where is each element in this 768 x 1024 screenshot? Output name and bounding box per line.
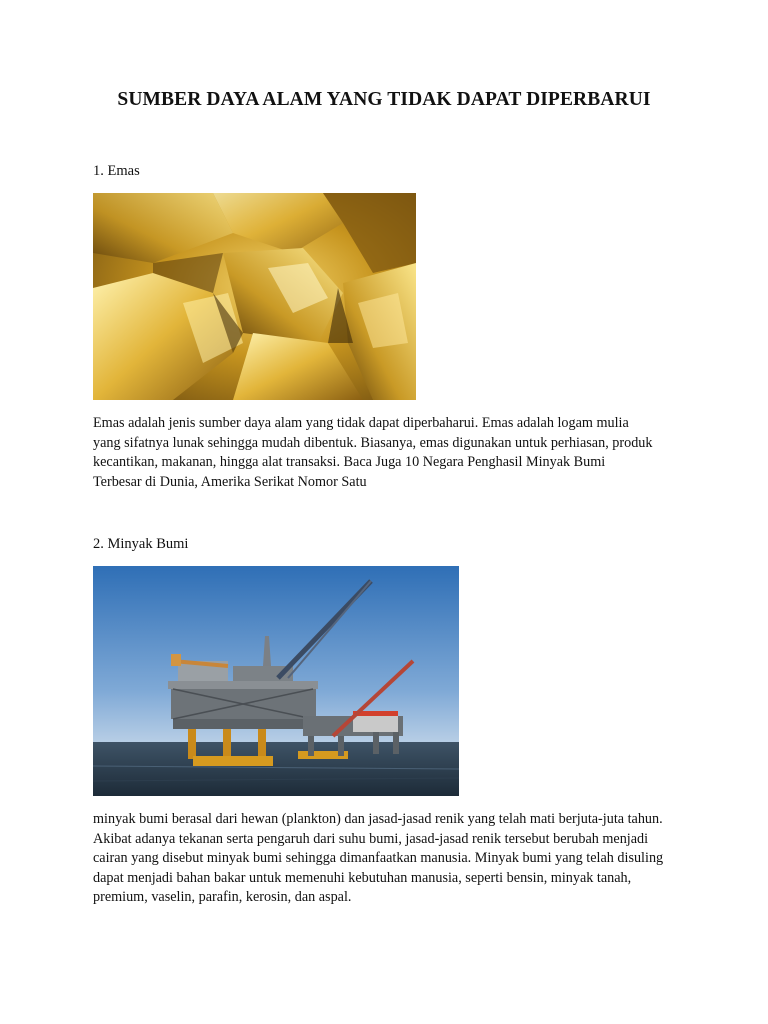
section-heading-minyak-bumi: 2. Minyak Bumi xyxy=(93,536,189,552)
document-title: SUMBER DAYA ALAM YANG TIDAK DAPAT DIPERBARUI xyxy=(117,89,651,110)
offshore-oil-platform-photo xyxy=(93,566,459,796)
section-heading-emas: 1. Emas xyxy=(93,163,140,179)
section-paragraph-minyak-bumi: minyak bumi berasal dari hewan (plankton) dan jasad-jasad renik yang telah mati berjuta-juta tahun. Akibat adanya tekanan serta pengaruh dari suhu bumi, jasad-jasad renik tersebut berubah menjadi cairan yang disebut minyak bumi sehingga dimanfaatkan manusia. Minyak bumi yang telah disuling dapat menjadi bahan bakar untuk memenuhi kebutuhan manusia, seperti bensin, minyak tanah, premium, vaselin, parafin, kerosin, dan aspal. xyxy=(93,811,664,905)
gold-nuggets-photo xyxy=(93,193,416,400)
section-paragraph-emas: Emas adalah jenis sumber daya alam yang tidak dapat diperbaharui. Emas adalah logam mulia yang sifatnya lunak sehingga mudah dibentuk. Biasanya, emas digunakan untuk perhiasan, produk kecantikan, makanan, hingga alat transaksi. Baca Juga 10 Negara Penghasil Minyak Bumi Terbesar di Dunia, Amerika Serikat Nomor Satu xyxy=(93,415,653,490)
